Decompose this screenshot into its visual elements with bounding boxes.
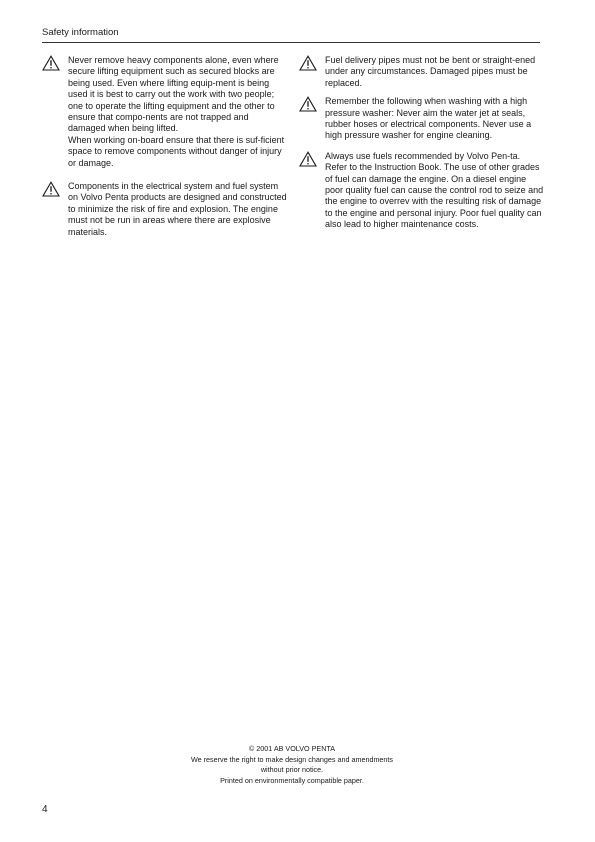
warning-triangle-icon <box>299 55 317 71</box>
page-number: 4 <box>42 804 48 815</box>
warning-paragraph: When working on-board ensure that there is suf-ficient space to remove components without danger of injury or damage. <box>68 134 285 168</box>
right-column <box>299 55 544 238</box>
paper-notice-line: Printed on environmentally compatible paper. <box>220 775 364 785</box>
warning-text <box>325 151 544 231</box>
disclaimer-line: without prior notice. <box>260 765 324 774</box>
warning-block-electrical-fuel-system <box>42 181 287 238</box>
warning-paragraph: Components in the electrical system and fuel system on Volvo Penta products are designed and constructed to minimize the risk of fire and explosion. The engine must not be run in areas where there are explosive materials. <box>68 181 287 237</box>
publisher-footer <box>0 744 584 786</box>
warning-triangle-icon <box>299 151 317 167</box>
warning-paragraph: Always use fuels recommended by Volvo Pen-ta. Refer to the Instruction Book. The use of other grades of fuel can damage the engine. On a diesel engine poor quality fuel can cause the control rod to seize and the engine to overrev with the resulting risk of damage to the engine and personal injury. Poor fuel quality can also lead to higher maintenance costs. <box>325 150 544 230</box>
warning-triangle-icon <box>299 96 317 112</box>
page-header-title: Safety information <box>42 27 119 38</box>
copyright-line: © 2001 AB VOLVO PENTA <box>248 744 336 753</box>
warning-block-fuel-pipes <box>299 55 544 89</box>
warning-text <box>325 96 544 142</box>
warning-triangle-icon <box>42 181 60 197</box>
disclaimer-line: We reserve the right to make design changes and amendments <box>190 754 394 764</box>
warning-text <box>68 55 287 169</box>
warning-block-recommended-fuels <box>299 151 544 231</box>
warning-triangle-icon <box>42 55 60 71</box>
warning-block-heavy-components <box>42 55 287 169</box>
warning-text <box>68 181 287 238</box>
warning-paragraph: Never remove heavy components alone, even where secure lifting equipment such as secured blocks are being used. Even where lifting equip-ment is being used it is best to carry out the work with two people; one to operate the lifting equipment and the other to ensure that compo-nents are not trapped and damaged when being lifted. <box>68 55 279 134</box>
header-divider <box>42 42 540 43</box>
warning-block-pressure-washer <box>299 96 544 142</box>
warning-text <box>325 55 544 89</box>
warning-paragraph: Fuel delivery pipes must not be bent or straight-ened under any circumstances. Damaged pipes must be replaced. <box>325 55 536 88</box>
warning-paragraph: Remember the following when washing with a high pressure washer: Never aim the water jet at seals, rubber hoses or electrical components. Never use a high pressure washer for engine cleaning. <box>325 96 532 141</box>
left-column <box>42 55 287 245</box>
